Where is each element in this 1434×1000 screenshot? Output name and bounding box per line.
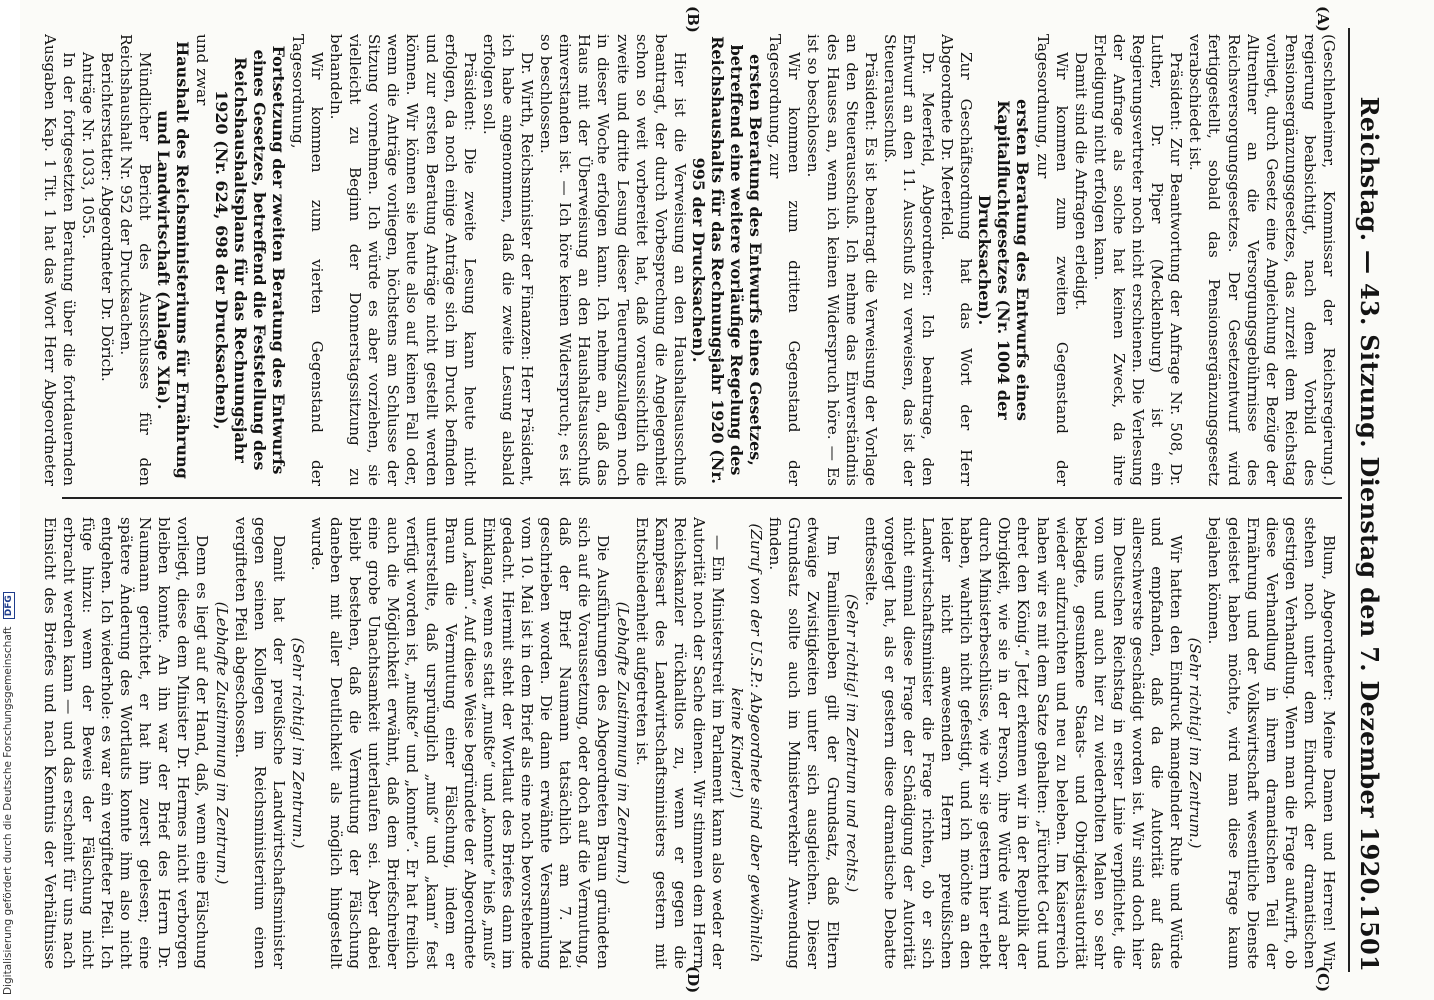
paragraph: In der fortgesetzten Beratung über die fortdauernden Ausgaben Kap. 1 Tit. 1 hat das Wort Herr Abgeordneter <box>40 34 78 486</box>
credit-text-container <box>2 5 15 995</box>
column-divider <box>62 497 1342 499</box>
margin-marker-a: (A) <box>1314 6 1332 32</box>
margin-marker-d: (D) <box>684 966 702 994</box>
paragraph: Blum, Abgeordneter: Meine Damen und Herren! Wir stehen noch unter dem Eindruck der dramatischen gestrigen Verhandlung. Wenn man die Frage aufwirft, ob diese Verhandlung in ihrem dramatischen Teil der Ernährung und der Volkswirtschaft wesentliche Dienste geleistet haben möchte, wird man diese Frage kaum bejahen können. <box>1205 517 1338 969</box>
paragraph: Die Ausführungen des Abgeordneten Braun gründeten sich auf die Voraussetzung, oder doch auf die Vermutung, daß der Brief Naumann tatsächlich am 7. Mai geschrieben worden. Die dann erwähnte Versammlung vom 10. Mai ist in dem Brief als eine noch bevorstehende gedacht. Hiermit steht der Wortlaut des Briefes dann im Einklang, wenn es statt „mußte“ und „konnte“ hieß „muß“ und „kann“. Auf diese Weise begründete der Abgeordnete Braun die Vermutung einer Fälschung, indem er unterstellte, daß ursprünglich „muß“ und „kann“ fest verfügt worden ist, „mußte“ und „konnte“. Er hat freilich auch die Möglichkeit erwähnt, daß dem Briefschreiber eine grobe Unachtsamkeit unterlaufen sei. Aber dabei bleibt bestehen, daß die Vermutung der Fälschung daneben mit aller Deutlichkeit als möglich hingestellt wurde. <box>308 517 613 969</box>
paragraph: Präsident: Zur Beantwortung der Anfrage Nr. 508, Dr. Luther, Dr. Piper (Mecklenburg) ist ein Regierungsvertreter noch nicht erschienen. Die Verlesung der Anfrage als solche hat keinen Zweck, da ihre Erledigung nicht erfolgen kann. <box>1090 34 1186 486</box>
page-title: Reichstag. — 43. Sitzung. Dienstag den 7. Dezember 1920. <box>1355 96 1384 904</box>
interjection: (Sehr richtig! im Zentrum und rechts.) <box>842 593 861 893</box>
paragraph: Damit hat der preußische Landwirtschaftsminister gegen seinen Kollegen im Reichsministerium einen vergifteten Pfeil abgeschossen. <box>231 517 288 969</box>
right-column <box>38 517 1338 969</box>
agenda-heading: Fortsetzung der zweiten Beratung des Entwurfs eines Gesetzes, betreffend die Feststellung des Reichshaushaltsplans für das Rechnungsjahr 1920 (Nr. 624, 698 der Drucksachen), <box>211 45 288 475</box>
page-number: 1501 <box>1355 904 1384 972</box>
interjection: (Lebhafte Zustimmung im Zentrum.) <box>613 601 632 885</box>
interjection: (Sehr richtig! im Zentrum.) <box>1186 637 1205 849</box>
agenda-heading: ersten Beratung des Entwurfs eines Kapitalfluchtgesetzes (Nr. 1004 der Drucksachen). <box>975 99 1033 421</box>
interjection: (Sehr richtig! im Zentrum.) <box>288 637 307 849</box>
paragraph: Wir kommen zum vierten Gegenstand der Tagesordnung, <box>288 34 327 486</box>
agenda-heading: Haushalt des Reichsministeriums für Ernährung und Landwirtschaft (Anlage XIa). <box>154 41 193 479</box>
paragraph: Damit sind die Anfragen erledigt. <box>1071 52 1090 311</box>
paragraph: Im Familienleben gilt der Grundsatz, daß Eltern etwaige Zwistigkeiten unter sich ausgleichen. Dieser Grundsatz sollte auch im Ministerverkehr Anwendung finden. <box>766 517 842 969</box>
credit-text: Digitalisierung gefördert durch die Deutsche Forschungsgemeinschaft <box>2 626 14 995</box>
paragraph: Wir kommen zum dritten Gegenstand der Tagesordnung, zur <box>766 34 804 486</box>
paragraph: Dr. Meerfeld, Abgeordneter: Ich beantrage, den Entwurf an den 11. Ausschuß zu verweisen, das ist der Steuerausschuß. <box>880 34 938 486</box>
paragraph: Denn es liegt auf der Hand, daß, wenn eine Fälschung vorliegt, diese dem Minister Dr. Hermes nicht verborgen bleiben konnte. An ihn war der Brief des Herrn Dr. Naumann gerichtet, er hat ihn zuerst gelesen; eine spätere Änderung des Wortlauts konnte ihm also nicht entgehen. Ich wiederhole: es war ein vergifteter Pfeil. Ich füge hinzu: wenn der Beweis der Fälschung nicht erbracht werden kann — und das erscheint für uns nach Einsicht des Briefes und nach Kenntnis der Verhältnisse <box>40 517 212 969</box>
interjection: (Zuruf von der U.S.P.: Abgeordnete sind aber gewöhnlich keine Kinder!) <box>728 523 766 963</box>
page-header <box>1348 28 1386 972</box>
paragraph: (Geschlenheimer, Kommissar der Reichsregierung.) regierung beabsichtigt, nach dem Vorbild des Pensionsergänzungsgesetzes, das zurzeit dem Reichstag vorliegt, durch Gesetz eine Angleichung der Bezüge der Altrentner an die Versorgungsgebührnisse des Reichsversorgungsgesetzes. Der Gesetzentwurf wird fertiggestellt, sobald das Pensionsergänzungsgesetz verabschiedet ist. <box>1186 34 1338 486</box>
margin-marker-c: (C) <box>1314 966 1332 993</box>
digitization-credit-bar <box>0 0 20 1000</box>
paragraph: — Ein Ministerstreit im Parlament kann also weder der Autorität noch der Sache dienen. Wir stimmen dem Herrn Reichskanzler rückhaltlos zu, wenn er gegen die Kampfesart des Landwirtschaftsministers gestern mit Entschiedenheit aufgetreten ist. <box>632 517 727 969</box>
paragraph: Berichterstatter: Abgeordneter Dr. Dörich. <box>98 52 116 382</box>
paragraph: Wir kommen zum zweiten Gegenstand der Tagesordnung, zur <box>1033 34 1071 486</box>
agenda-heading: ersten Beratung des Entwurfs eines Gesetzes, betreffend eine weitere vorläufige Regelung des Reichshaushalts für das Rechnungsjahr 1920 (Nr. 995 der Drucksachen). <box>688 36 766 484</box>
paragraph: Mündlicher Bericht des Ausschusses für den Reichshaushalt Nr. 952 der Drucksachen. <box>117 34 155 486</box>
left-column <box>38 34 1338 486</box>
paragraph: Anträge Nr. 1033, 1055. <box>78 52 97 240</box>
dfg-logo: DFG <box>3 592 15 619</box>
margin-marker-b: (B) <box>684 6 702 33</box>
rotated-newspaper-page <box>22 0 1412 1000</box>
interjection: (Lebhafte Zustimmung im Zentrum.) <box>212 601 231 885</box>
paragraph: Dr. Wirth, Reichsminister der Finanzen: Herr Präsident, ich habe angenommen, daß die zweite Lesung alsbald erfolgen soll. <box>479 34 537 486</box>
paragraph: Präsident: Die zweite Lesung kann heute nicht erfolgen, da noch einige Anträge sich im Druck befinden und zur ersten Beratung Anträge nicht gestellt werden können. Wir können sie heute also auf keinen Fall oder, wenn die Anträge vorliegen, höchstens am Schlusse der Sitzung vornehmen. Ich würde es aber vorziehen, sie vielleicht zu Beginn der Donnerstagssitzung zu behandeln. <box>327 34 479 486</box>
paragraph: Zur Geschäftsordnung hat das Wort der Herr Abgeordnete Dr. Meerfeld. <box>938 34 976 486</box>
paragraph: Hier ist die Verweisung an den Haushaltsausschuß beantragt, der durch Vorbesprechung die Angelegenheit schon so weit vorbereitet hat, daß voraussichtlich die zweite und dritte Lesung dieser Teuerungszulagen noch in dieser Woche erfolgen kann. Ich nehme an, daß das Haus mit der Überweisung an den Haushaltsausschuß einverstanden ist. — Ich höre keinen Widerspruch; es ist so beschlossen. <box>537 34 689 486</box>
paragraph: und zwar <box>193 34 212 106</box>
paragraph: Wir hatten den Eindruck mangelnder Ruhe und Würde und empfanden, daß da die Autorität auf das allerschwerste geschädigt worden ist. Wir sind doch hier im Deutschen Reichstag in erster Linie verpflichtet, die von uns und auch hier zu wiederholten Malen so sehr beklagte, gesunkene Staats- und Obrigkeitsautorität wieder aufzurichten und neu zu beleben. Im Kaiserreich haben wir es mit dem Satze gehalten: „Fürchtet Gott und ehret den König.“ Jetzt erkennen wir in der Republik der Obrigkeit, wie sie in der Person, ihre Würde wird aber durch Ministerbeschlüsse, wie wir sie gestern hier erlebt haben, wahrlich nicht gefestigt, und ich möchte an den leider nicht anwesenden Herrn preußischen Landwirtschaftsminister die Frage richten, ob er sich nicht einmal diese Frage der Schädigung der Autorität vorgelegt hat, als er gestern diese dramatische Debatte entfesselte. <box>861 517 1186 969</box>
paragraph: Präsident: Es ist beantragt die Verweisung der Vorlage an den Steuerausschuß. Ich nehme das Einverständnis des Hauses an, wenn ich keinen Widerspruch höre. — Es ist so beschlossen. <box>804 34 880 486</box>
